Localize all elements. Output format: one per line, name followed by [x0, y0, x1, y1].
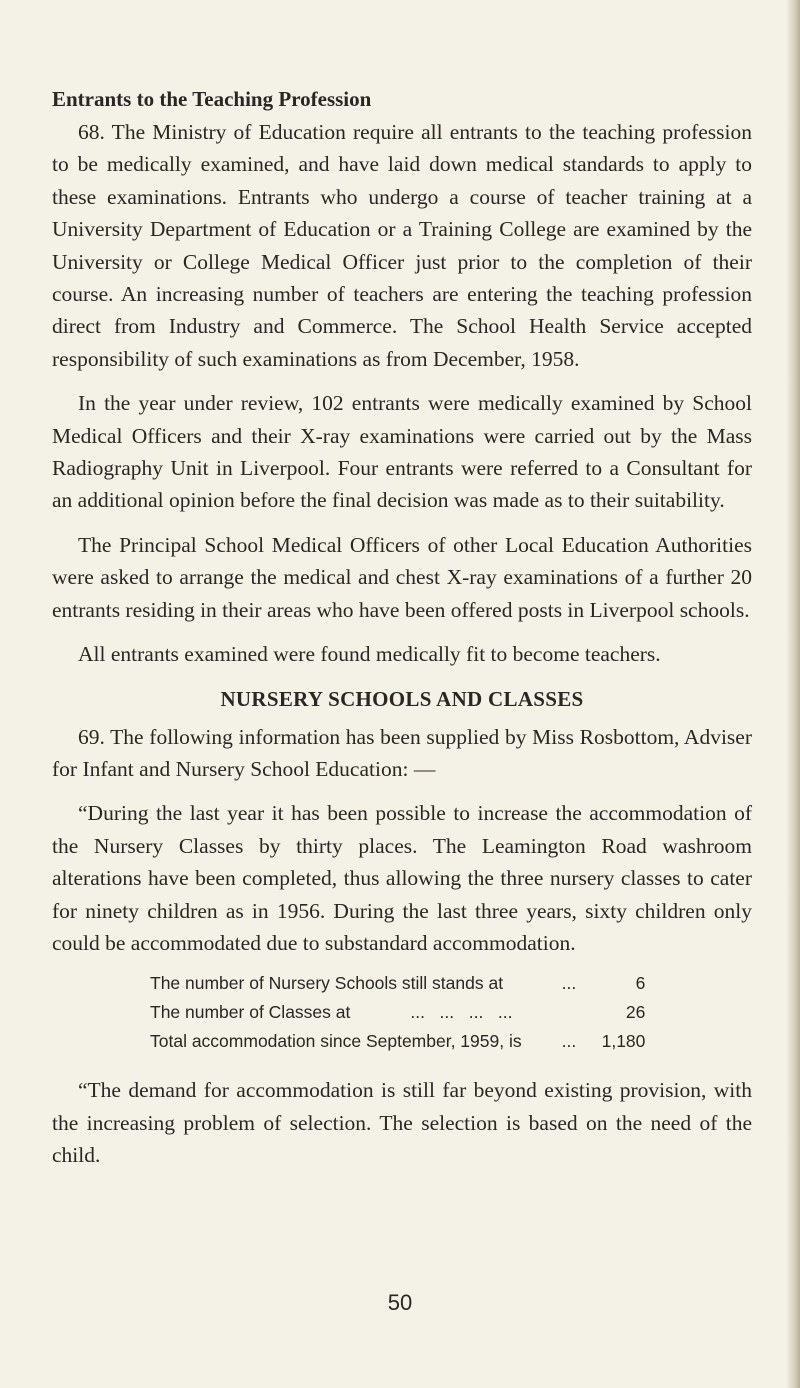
paragraph-year-review: In the year under review, 102 entrants were medically examined by School Medical Officers and their X-ray examinations were carried out by the Mass Radiography Unit in Liverpool. Four entrants were referred to a Consultant for an additional opinion before the final decision was made as to their suitability.: [52, 391, 752, 513]
document-page: [52, 84, 752, 1184]
paragraph-69: 69. The following information has been supplied by Miss Rosbottom, Adviser for Infant and Nursery School Education: —: [52, 724, 752, 781]
paragraph-quote-demand: “The demand for accommodation is still far beyond existing provision, with the increasing problem of selection. The selection is based on the need of the child.: [52, 1078, 752, 1168]
nursery-stats-table: [150, 969, 645, 1056]
paragraph-all-fit: All entrants examined were found medically fit to become teachers.: [78, 642, 661, 667]
section-heading-teaching-entrants: Entrants to the Teaching Profession: [52, 87, 372, 111]
section-heading-nursery: NURSERY SCHOOLS AND CLASSES: [220, 686, 584, 711]
table-row: [150, 969, 645, 998]
row-label: Total accommodation since September, 1959, is: [150, 1031, 522, 1052]
row-leader-dots: ... ... ... ...: [410, 1002, 513, 1023]
table-row: [150, 998, 645, 1027]
page-edge-shadow: [786, 0, 800, 1388]
paragraph-68: 68. The Ministry of Education require all entrants to the teaching profession to be medically examined, and have laid down medical standards to apply to these examinations. Entrants who undergo a course of teacher training at a University Department of Education or a Training College are examined by the University or College Medical Officer just prior to the completion of their course. An increasing number of teachers are entering the teaching profession direct from Industry and Commerce. The School Health Service accepted responsibility of such examinations as from December, 1958.: [52, 120, 752, 371]
row-leader-dots: ...: [561, 1031, 577, 1052]
paragraph-quote-accommodation: “During the last year it has been possible to increase the accommodation of the Nursery Classes by thirty places. The Leamington Road washroom alterations have been completed, thus allowing the three nursery classes to cater for ninety children as in 1956. During the last three years, sixty children only could be accommodated due to substandard accommodation.: [52, 801, 752, 955]
row-value: 6: [635, 973, 646, 994]
row-label-text: The number of Classes at: [150, 1002, 351, 1023]
row-label: The number of Nursery Schools still stands at: [150, 973, 504, 994]
row-leader-empty: [522, 998, 602, 1027]
page-number: 50: [387, 1290, 413, 1315]
row-leader-dots: ...: [561, 973, 577, 994]
paragraph-principal-officers: The Principal School Medical Officers of other Local Education Authorities were asked to arrange the medical and chest X-ray examinations of a further 20 entrants residing in their areas who have been offered posts in Liverpool schools.: [52, 532, 752, 622]
row-value: 26: [625, 1002, 646, 1023]
row-value: 1,180: [601, 1031, 646, 1052]
row-label: [150, 998, 522, 1027]
table-row: [150, 1027, 645, 1056]
